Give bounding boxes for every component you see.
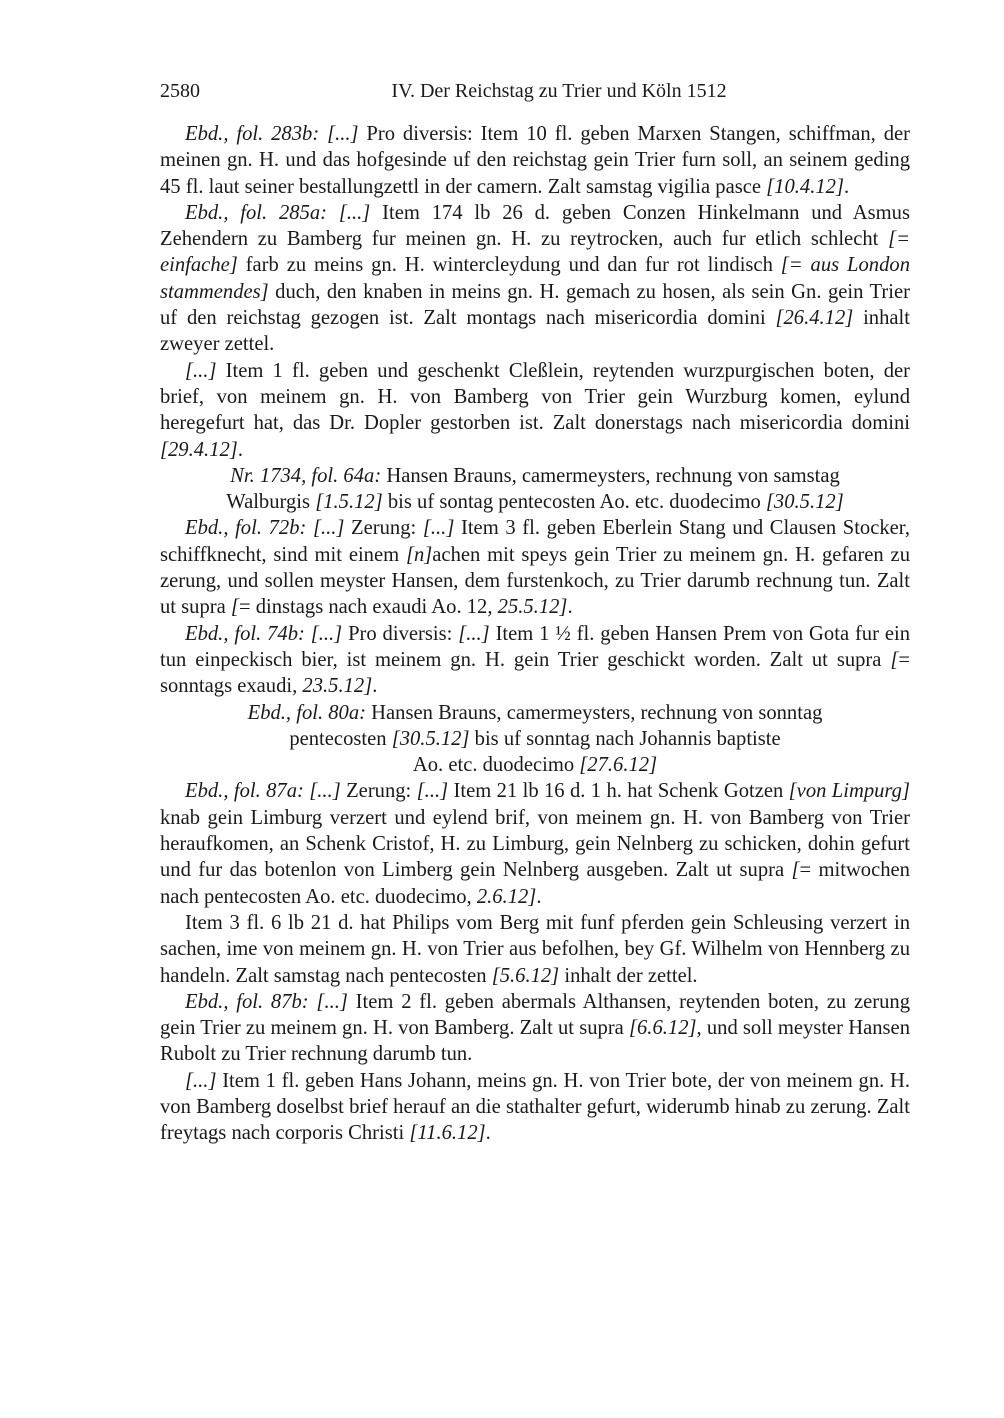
entry-paragraph [160, 1068, 910, 1147]
text-run: Walburgis [226, 491, 316, 514]
text-run: . [372, 675, 378, 698]
document-body [160, 121, 910, 1147]
text-run: Hansen Brauns, camermeysters, rechnung von samstag [381, 464, 840, 487]
text-run: . [536, 885, 542, 908]
page-number: 2580 [160, 80, 200, 102]
text-run: Item 1 fl. geben Hans Johann, meins gn. H. von Trier bote, der von meinem gn. H. von Bamberg doselbst brief herauf an die stathalter gefurt, widerumb hinab zu zerung. Zalt freytags nach corporis Christi [160, 1069, 910, 1145]
text-run: duch, den knaben in meins gn. H. gemach zu hosen, als sein Gn. gein Trier uf den reichstag gezogen ist. Zalt montags nach misericordia domini [160, 280, 910, 330]
text-run: Item 2 fl. geben abermals Althansen, reytenden boten, zu zerung gein Trier zu meinem gn. H. von Bamberg. Zalt ut supra [160, 990, 910, 1040]
entry-paragraph [160, 358, 910, 463]
text-run: Item 1 fl. geben und geschenkt Cleßlein, reytenden wurzpurgischen boten, der brief, von meinem gn. H. von Bamberg von Trier gein Wurzburg komen, eylund heregefurt hat, das Dr. Dopler gestorben ist. Zalt donerstags nach misericordia domini [160, 359, 910, 435]
text-run: = sonntags exaudi [160, 648, 910, 698]
text-run: achen mit speys gein Trier zu meinem gn. H. gefaren zu zerung, und sollen meyster Hansen, dem furstenkoch, zu Trier darumb rechnung tun. Zalt ut supra [160, 543, 910, 619]
italic-text-run: [...] [458, 622, 490, 645]
italic-text-run: Nr. 1734, fol. 64a: [230, 464, 382, 487]
entry-paragraph [160, 515, 910, 620]
italic-text-run: [...] [185, 1069, 217, 1092]
italic-text-run: [...] [185, 359, 217, 382]
heading-line [160, 463, 910, 489]
italic-text-run: , 23.5.12] [292, 675, 373, 698]
running-title: IV. Der Reichstag zu Trier und Köln 1512 [391, 80, 727, 102]
text-run: Item 174 lb 26 d. geben Conzen Hinkelmann und Asmus Zehendern zu Bamberg fur meinen gn. H. zu reytrocken, auch fur etlich schlecht [160, 201, 910, 251]
italic-text-run: [30.5.12] [765, 491, 844, 514]
italic-text-run: [= einfache] [160, 228, 910, 277]
text-run: pentecosten [289, 727, 392, 750]
text-run: = dinstags nach exaudi Ao. 12 [238, 596, 488, 619]
italic-text-run: [...] [416, 780, 449, 803]
text-run: Item 3 fl. 6 lb 21 d. hat Philips vom Berg mit funf pferden gein Schleusing verzert in sachen, ime von meinem gn. H. von Trier aus befolhen, bey Gf. Wilhelm von Hennberg zu handeln. Zalt samstag nach pentecosten [160, 911, 910, 987]
account-heading [160, 700, 910, 779]
text-run: . [843, 175, 850, 198]
heading-line [160, 700, 910, 726]
italic-text-run: [n] [405, 543, 433, 566]
italic-text-run: , 2.6.12] [466, 885, 537, 908]
italic-text-run: [6.6.12] [629, 1017, 697, 1040]
entry-paragraph [160, 200, 910, 358]
italic-text-run: Ebd., fol. 285a: [...] [185, 201, 371, 224]
italic-text-run: [5.6.12] [491, 964, 560, 987]
italic-text-run: [ [890, 648, 899, 671]
text-run: Item 21 lb 16 d. 1 h. hat Schenk Gotzen [448, 780, 789, 803]
italic-text-run: Ebd., fol. 87a: [...] [185, 780, 341, 803]
text-run: Pro diversis: [342, 622, 459, 645]
italic-text-run: Ebd., fol. 72b: [...] [185, 517, 345, 540]
page-header [160, 80, 910, 108]
italic-text-run: [30.5.12] [391, 727, 470, 750]
text-run: Hansen Brauns, camermeysters, rechnung von sonntag [366, 701, 823, 724]
entry-paragraph [160, 910, 910, 989]
text-run: bis uf sontag pentecosten Ao. etc. duodecimo [382, 491, 766, 514]
italic-text-run: [10.4.12] [766, 175, 844, 198]
italic-text-run: [26.4.12] [775, 307, 854, 330]
italic-text-run: [1.5.12] [315, 491, 383, 514]
text-run: . [567, 596, 573, 619]
entry-paragraph [160, 121, 910, 200]
text-run: Zerung: [340, 780, 417, 803]
italic-text-run: [= aus London stammendes] [160, 254, 910, 303]
heading-line [160, 726, 910, 752]
italic-text-run: , 25.5.12] [487, 596, 568, 619]
text-run: = mitwochen nach pentecosten Ao. etc. duodecimo [160, 859, 910, 908]
italic-text-run: [27.6.12] [579, 754, 658, 777]
text-run: Item 3 fl. geben Eberlein Stang und Clausen Stocker, schiffknecht, sind mit einem [160, 517, 910, 566]
text-run: bis uf sonntag nach Johannis baptiste [469, 727, 781, 750]
text-run: inhalt zweyer zettel. [160, 307, 910, 356]
italic-text-run: Ebd., fol. 87b: [...] [185, 990, 348, 1013]
text-run: Ao. etc. duodecimo [412, 754, 580, 777]
entry-paragraph [160, 989, 910, 1068]
italic-text-run: [ [791, 859, 800, 882]
text-run: Zerung: [344, 517, 423, 540]
entry-paragraph [160, 621, 910, 700]
heading-line [160, 489, 910, 515]
italic-text-run: Ebd., fol. 74b: [...] [185, 622, 343, 645]
text-run: inhalt der zettel. [559, 964, 698, 987]
italic-text-run: Ebd., fol. 283b: [...] [185, 123, 359, 145]
italic-text-run: [29.4.12] [160, 438, 238, 461]
italic-text-run: [von Limpurg] [788, 780, 910, 803]
entry-paragraph [160, 778, 910, 909]
text-run: knab gein Limburg verzert und eylend brif, von meinem gn. H. von Bamberg von Trier heraufkomen, an Schenk Cristof, H. zu Limburg, gein Nelnberg zu schicken, dohin gefurt und fur das botenlon von Limberg gein Nelnberg ausgeben. Zalt ut supra [160, 806, 910, 882]
text-run: Item 1 ½ fl. geben Hansen Prem von Gota fur ein tun einpeckisch bier, ist meinem gn. H. gein Trier geschickt worden. Zalt ut supra [160, 622, 910, 671]
text-run: . [237, 438, 243, 461]
account-heading [160, 463, 910, 516]
italic-text-run: [11.6.12] [409, 1122, 486, 1145]
text-run: , und soll meyster Hansen Rubolt zu Trier rechnung darumb tun. [160, 1017, 910, 1066]
italic-text-run: Ebd., fol. 80a: [247, 701, 367, 724]
italic-text-run: [...] [422, 517, 455, 540]
italic-text-run: [ [230, 596, 239, 619]
heading-line [160, 752, 910, 778]
text-run: farb zu meins gn. H. wintercleydung und dan fur rot lindisch [237, 254, 781, 277]
text-run: Pro diversis: Item 10 fl. geben Marxen Stangen, schiffman, der meinen gn. H. und das hofgesinde uf den reichstag gein Trier furn soll, an seinem geding 45 fl. laut seiner bestallungzettl in der camern. Zalt samstag vigilia pasce [160, 123, 910, 198]
text-run: . [485, 1122, 491, 1145]
